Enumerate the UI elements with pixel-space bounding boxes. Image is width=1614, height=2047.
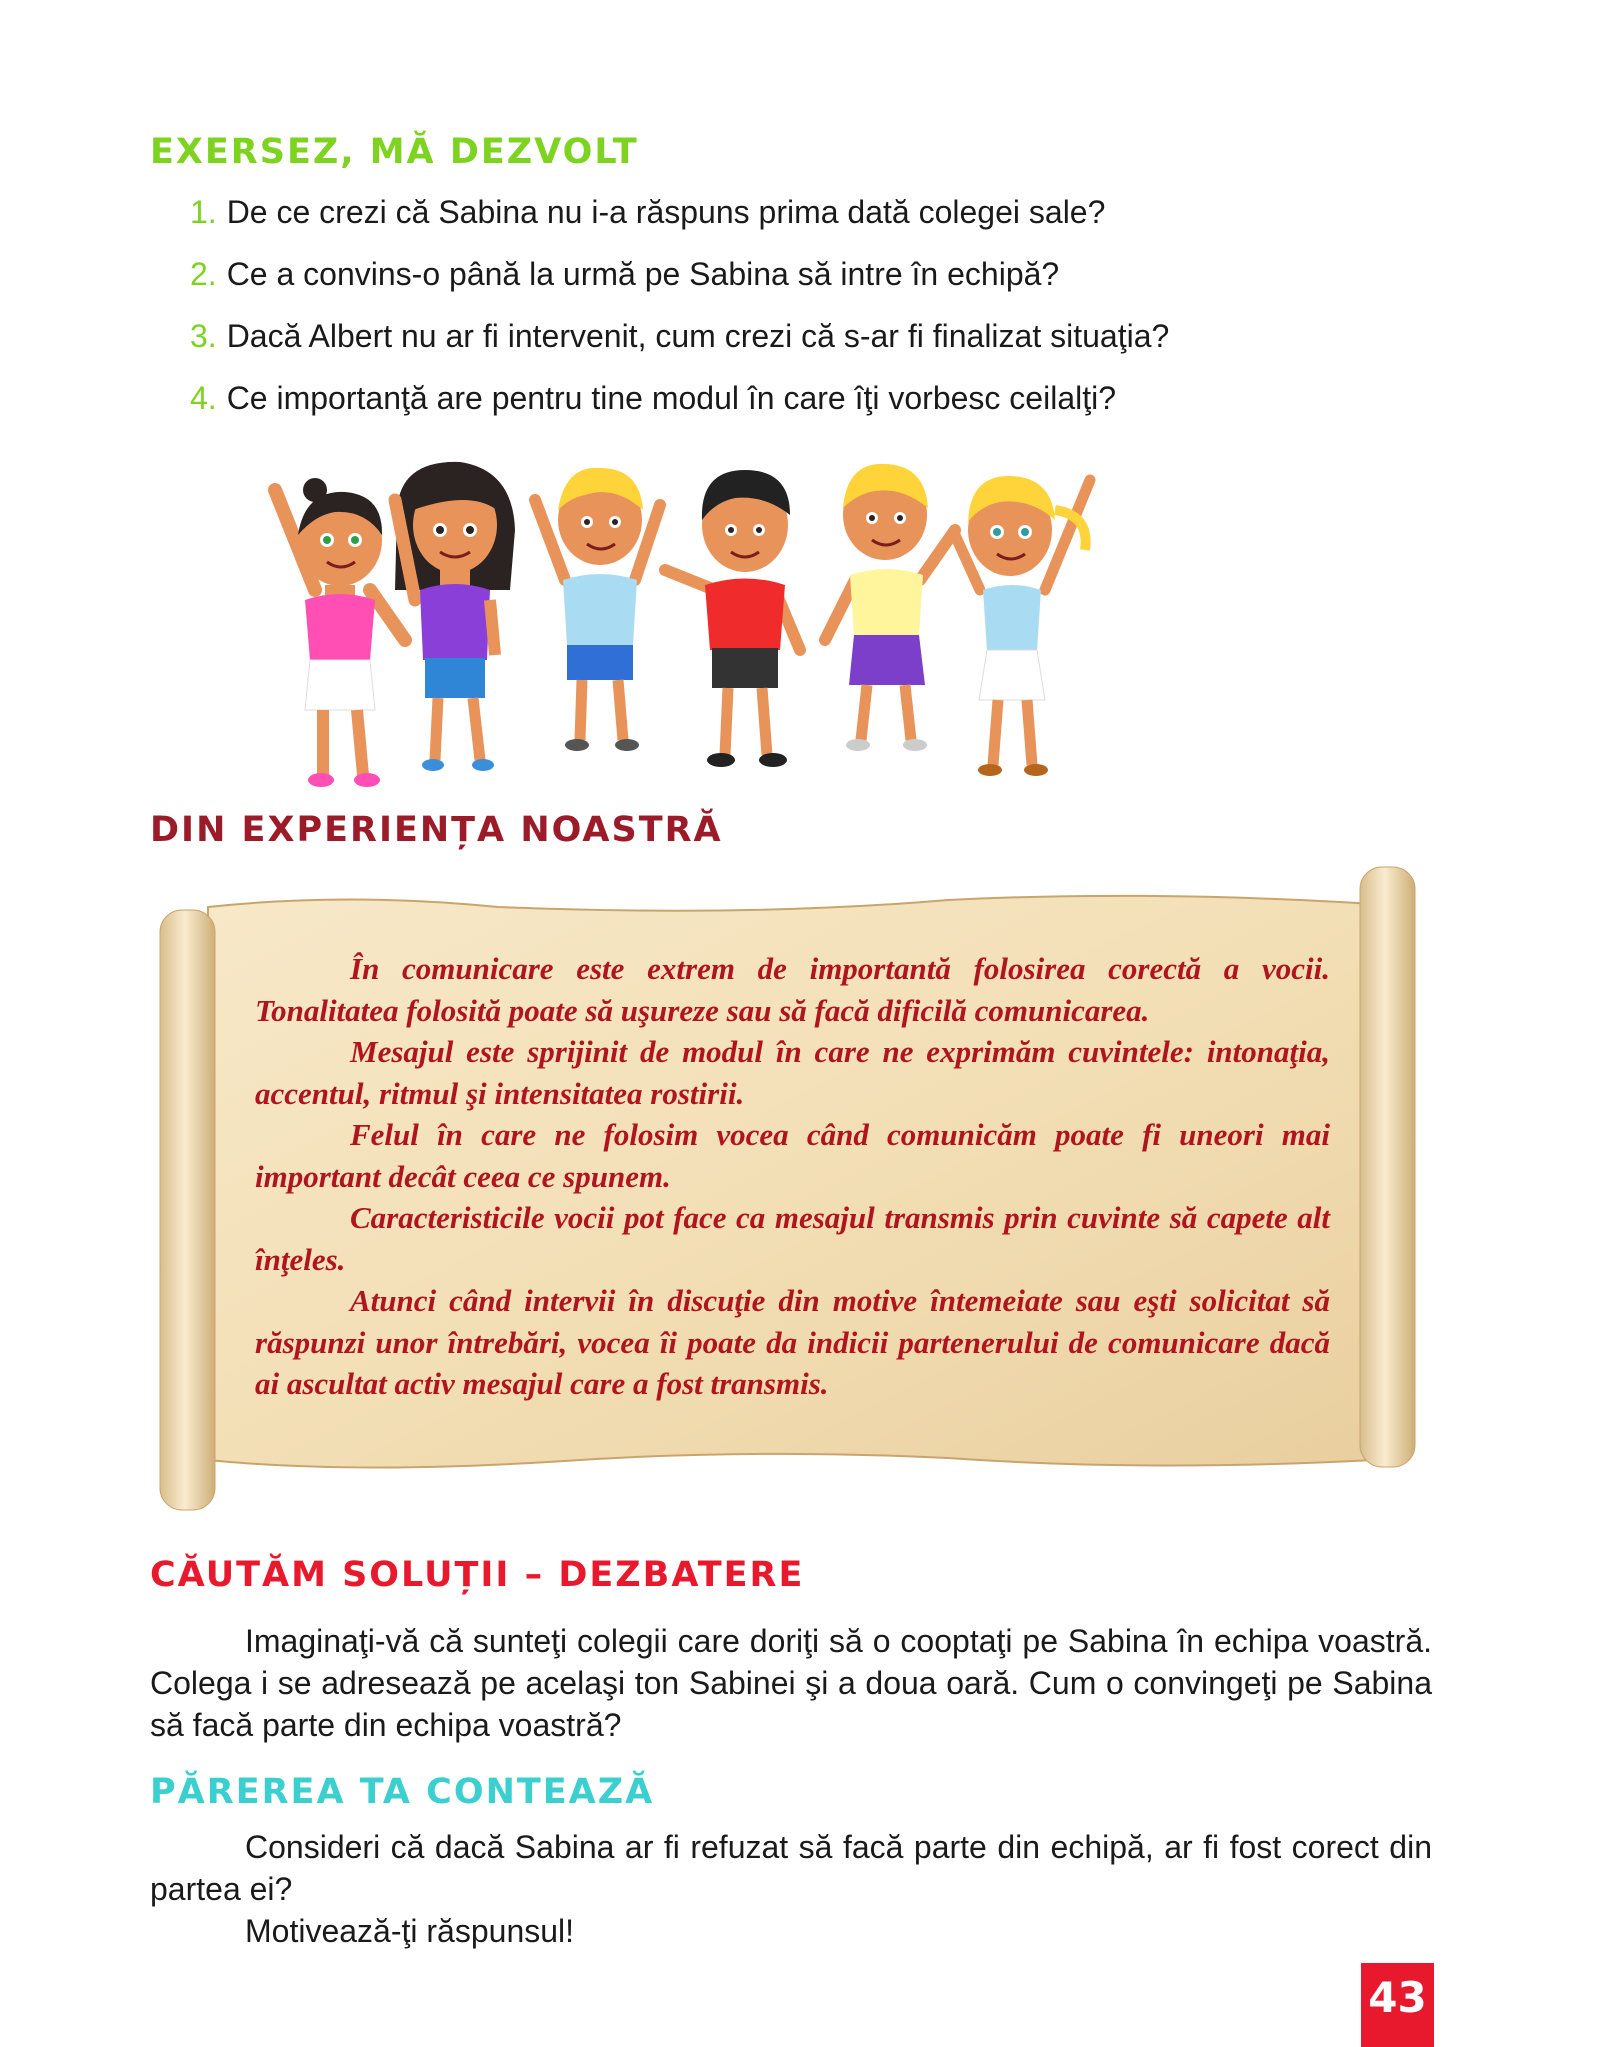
question-text: Ce importanţă are pentru tine modul în care îţi vorbesc ceilalţi?: [226, 380, 1117, 416]
debate-paragraph: [150, 1620, 1432, 1746]
child-figure: [535, 468, 660, 751]
heading-din-experienta: DIN EXPERIENȚA NOASTRĂ: [150, 810, 723, 850]
children-illustration: [255, 440, 1285, 810]
scroll-paragraph: Felul în care ne folosim vocea când comunicăm poate fi uneori mai important decât ceea ce spunem.: [255, 1117, 1330, 1194]
scroll-text: [255, 948, 1330, 1405]
question-text: Ce a convins-o până la urmă pe Sabina să intre în echipă?: [226, 256, 1060, 292]
heading-exersez: EXERSEZ, MĂ DEZVOLT: [150, 132, 639, 172]
child-figure: [665, 470, 800, 767]
child-figure: [825, 464, 955, 751]
question-item: [190, 314, 1169, 376]
heading-parerea-ta: PĂREREA TA CONTEAZĂ: [150, 1772, 655, 1812]
opinion-question: Consideri că dacă Sabina ar fi refuzat să facă parte din echipă, ar fi fost corect din partea ei?: [150, 1829, 1432, 1907]
scroll-paragraph: Atunci când intervii în discuţie din motive întemeiate sau eşti solicitat să răspunzi unor întrebări, vocea îi poate da indicii partenerului de comunicare dacă ai ascultat activ mesajul care a fost transmis.: [255, 1283, 1330, 1401]
scroll-paragraph: Caracteristicile vocii pot face ca mesajul transmis prin cuvinte să capete alt înţeles.: [255, 1200, 1330, 1277]
question-text: Dacă Albert nu ar fi intervenit, cum crezi că s-ar fi finalizat situaţia?: [226, 318, 1170, 354]
debate-text: Imaginaţi-vă că sunteţi colegii care doriţi să o cooptaţi pe Sabina în echipa voastră. Colega i se adresează pe acelaşi ton Sabinei şi a doua oară. Cum o convingeţi pe Sabina să facă parte din echipa voastră?: [150, 1623, 1432, 1743]
child-figure: [395, 462, 515, 771]
opinion-instruction: Motivează-ţi răspunsul!: [245, 1913, 575, 1949]
question-item: [190, 252, 1169, 314]
question-number: 1.: [190, 194, 217, 230]
question-item: [190, 376, 1169, 438]
question-text: De ce crezi că Sabina nu i-a răspuns prima dată colegei sale?: [226, 194, 1106, 230]
question-item: [190, 190, 1169, 252]
page-number: 43: [1361, 1963, 1434, 2047]
question-list: [190, 190, 1169, 438]
heading-cautam-solutii: CĂUTĂM SOLUȚII – DEZBATERE: [150, 1555, 805, 1595]
child-figure: [955, 476, 1090, 776]
scroll-paragraph: În comunicare este extrem de importantă folosirea corectă a vocii. Tonalitatea folosită poate să uşureze sau să facă dificilă comunicarea.: [255, 951, 1330, 1028]
question-number: 3.: [190, 318, 217, 354]
question-number: 4.: [190, 380, 217, 416]
question-number: 2.: [190, 256, 217, 292]
child-figure: [275, 478, 405, 787]
opinion-paragraph: [150, 1826, 1432, 1952]
scroll-paragraph: Mesajul este sprijinit de modul în care ne exprimăm cuvintele: intonaţia, accentul, ritmul şi intensitatea rostirii.: [255, 1034, 1330, 1111]
